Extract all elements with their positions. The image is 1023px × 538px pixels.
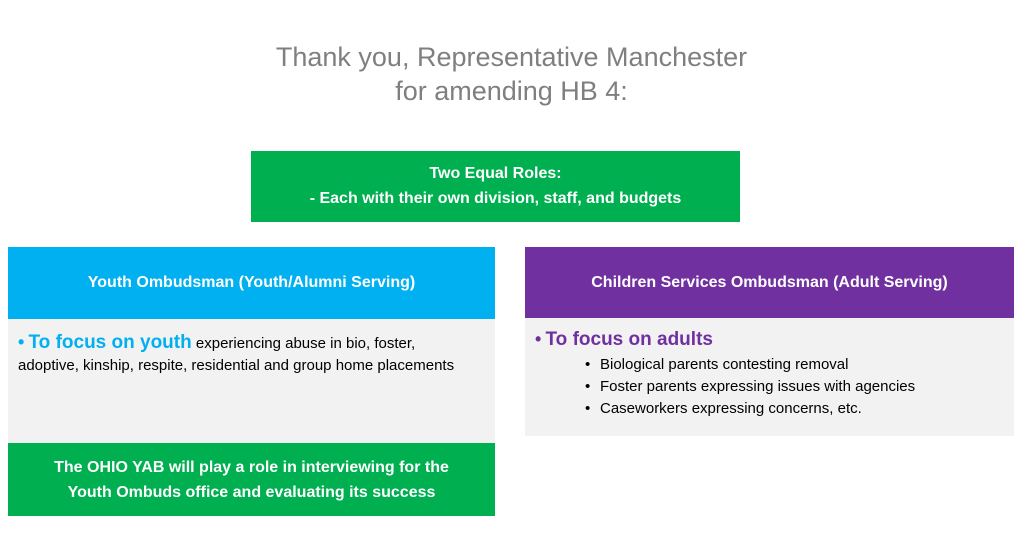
youth-focus-text: experiencing abuse in bio, foster, adoptive, kinship, respite, residential and group home placements <box>18 335 455 374</box>
adult-focus-line <box>535 328 1004 352</box>
youth-ombudsman-body <box>8 319 495 443</box>
adult-header-label: Children Services Ombudsman (Adult Serving) <box>591 273 948 291</box>
title-line-1: Thank you, Representative Manchester <box>275 42 748 72</box>
children-services-ombudsman-body <box>525 318 1014 436</box>
list-item: • Biological parents contesting removal <box>600 354 1004 376</box>
ohio-yab-box <box>8 443 495 516</box>
youth-bullet: • <box>18 332 25 352</box>
youth-focus-lead: To focus on youth <box>28 332 192 353</box>
two-equal-roles-box <box>251 151 740 222</box>
list-item: • Caseworkers expressing concerns, etc. <box>600 398 1004 420</box>
adult-focus-lead: To focus on adults <box>545 329 713 350</box>
youth-header-label: Youth Ombudsman (Youth/Alumni Serving) <box>87 274 416 291</box>
title-line-2: for amending HB 4: <box>395 76 628 106</box>
list-item: • Foster parents expressing issues with agencies <box>600 376 1004 398</box>
slide-title <box>0 40 1023 108</box>
adult-bullet: • <box>535 329 542 349</box>
roles-detail: - Each with their own division, staff, and budgets <box>309 190 682 207</box>
youth-ombudsman-header <box>8 247 495 319</box>
children-services-ombudsman-header <box>525 247 1014 318</box>
adult-focus-list <box>535 354 1004 420</box>
yab-line-2: Youth Ombuds office and evaluating its success <box>67 483 436 501</box>
roles-heading: Two Equal Roles: <box>429 165 562 182</box>
yab-line-1: The OHIO YAB will play a role in interviewing for the <box>54 458 449 476</box>
